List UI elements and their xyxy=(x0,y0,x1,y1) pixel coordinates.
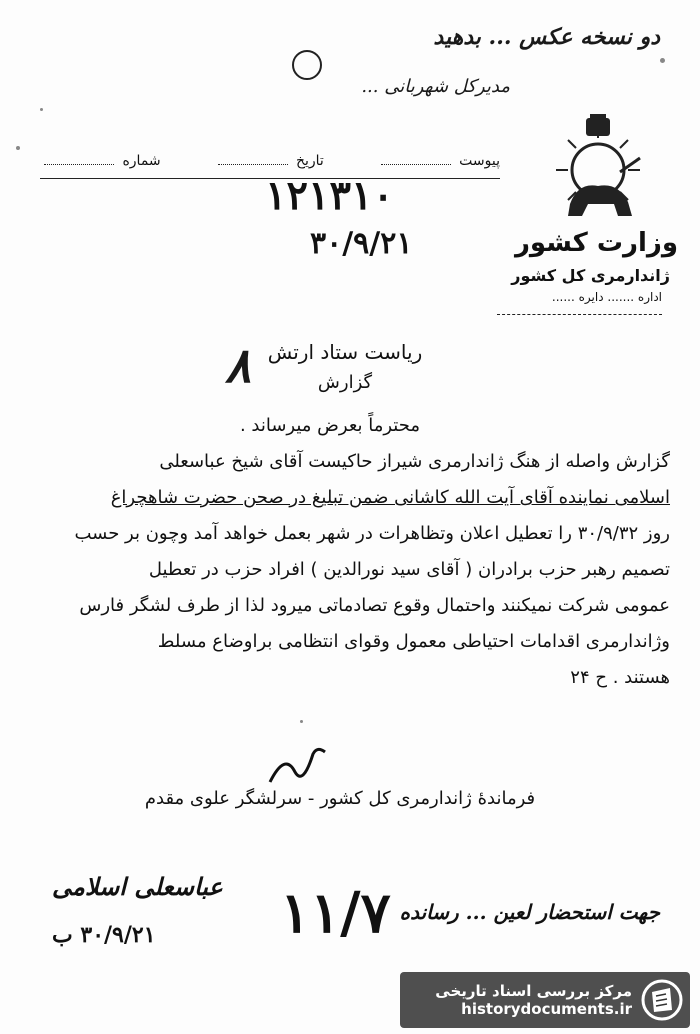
archive-logo-icon xyxy=(640,978,684,1022)
body-line: گزارش واصله از هنگ ژاندارمری شیراز حاکیست آقای شیخ عباسعلی xyxy=(159,451,670,472)
number-label: شماره xyxy=(122,153,161,169)
section-label: دایره xyxy=(578,290,604,304)
punch-hole-icon xyxy=(290,48,324,82)
body-line: روز ۳۰/۹/۳۲ را تعطیل اعلان وتظاهرات در شهر بعمل خواهد آمد وچون بر حسب xyxy=(74,523,670,544)
number-line xyxy=(44,164,114,165)
signature-line: فرماندهٔ ژاندارمری کل کشور - سرلشگر علوی مقدم xyxy=(144,788,536,809)
recipient: ریاست ستاد ارتش xyxy=(267,340,423,364)
handwritten-number: ۱۲۱۳۱۰ xyxy=(265,172,394,219)
attachment-label: پیوست xyxy=(459,153,500,169)
annotation-bottom-right: جهت استحضار لعین ... رسانده xyxy=(399,900,660,924)
body-line: تصمیم رهبر حزب برادران ( آقای سید نورالدین ) افراد حزب در تعطیل xyxy=(148,559,670,580)
body-line: اسلامی نماینده آقای آیت الله کاشانی ضمن تبلیغ در صحن حضرت شاهچراغ xyxy=(110,487,670,508)
department-title: ژاندارمری کل کشور xyxy=(511,266,670,285)
office-row: اداره ....... دایره ...... xyxy=(551,290,662,304)
handwritten-note-second: مدیرکل شهربانی ... xyxy=(361,76,510,97)
office-label: اداره xyxy=(637,290,662,304)
lion-and-sun-emblem-icon xyxy=(548,112,648,222)
margin-mark: ۸ xyxy=(225,338,251,394)
body-line: محترماً بعرض میرساند . xyxy=(239,415,420,436)
watermark-badge xyxy=(400,972,690,1028)
body-line: وژاندارمری اقدامات احتیاطی معمول وقوای انتظامی براوضاع مسلط xyxy=(157,631,670,652)
annotation-bottom-left-date: ۳۰/۹/۲۱ ب xyxy=(52,922,156,948)
attachment-line xyxy=(381,164,451,165)
body-line: هستند . ح ۲۴ xyxy=(570,667,670,688)
report-body xyxy=(30,408,670,696)
handwritten-date: ۳۰/۹/۲۱ xyxy=(310,226,413,261)
office-rule xyxy=(497,314,662,315)
document-title: گزارش xyxy=(317,372,373,393)
handwritten-note-top: دو نسخه عکس ... بدهید xyxy=(433,24,660,50)
watermark-url: historydocuments.ir xyxy=(461,1000,632,1018)
body-line: عمومی شرکت نمیکنند واحتمال وقوع تصادماتی میرود لذا از طرف لشگر فارس xyxy=(79,595,670,616)
ministry-title: وزارت کشور xyxy=(514,228,678,258)
annotation-bottom-left: عباسعلی اسلامی xyxy=(52,872,223,901)
date-line xyxy=(218,164,288,165)
date-label: تاریخ xyxy=(295,153,324,169)
annotation-bottom-middle: ۱۱/۷ xyxy=(280,880,391,946)
watermark-name: مرکز بررسی اسناد تاریخی xyxy=(435,982,632,1000)
